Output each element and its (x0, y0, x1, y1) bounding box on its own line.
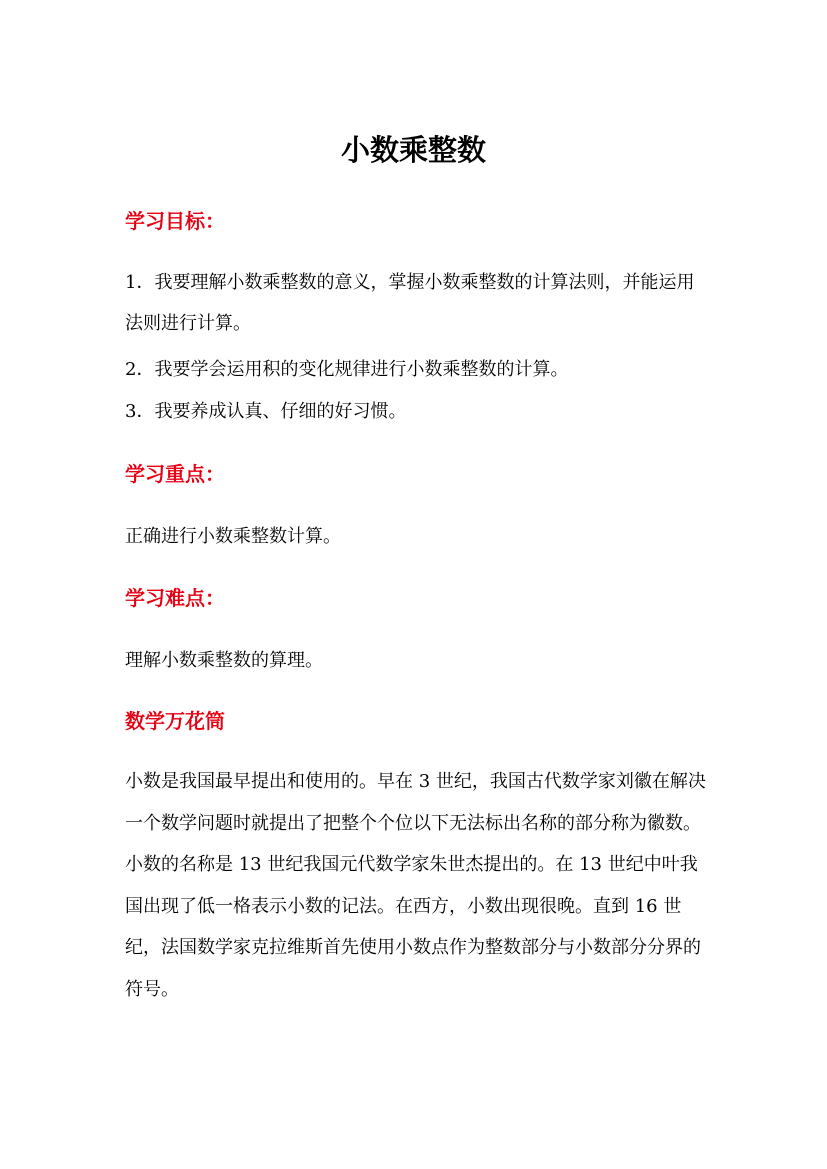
difficulty-heading: 学习难点： (125, 586, 225, 610)
page-title: 小数乘整数 (340, 133, 486, 167)
objective-item-2: 2．我要学会运用积的变化规律进行小数乘整数的计算。 (125, 359, 569, 380)
kaleidoscope-text: 小数是我国最早提出和使用的。早在 3 世纪，我国古代数学家刘徽在解决一个数学问题时就提出了把整个个位以下无法标出名称的部分称为徽数。小数的名称是 13 世纪我国元代数学家朱世杰提出的。在 13 世纪中叶我国出现了低一格表示小数的记法。在西方，小数出现很晚。直到 16 世纪，法国数学家克拉维斯首先使用小数点作为整数部分与小数部分分界的符号。 (125, 771, 706, 1000)
difficulty-text: 理解小数乘整数的算理。 (125, 650, 323, 671)
key-point-heading: 学习重点： (125, 462, 225, 486)
objective-item-1: 1．我要理解小数乘整数的意义，掌握小数乘整数的计算法则，并能运用法则进行计算。 (125, 272, 695, 334)
objectives-heading: 学习目标： (125, 209, 225, 233)
objective-item-3: 3．我要养成认真、仔细的好习惯。 (125, 401, 407, 422)
kaleidoscope-heading: 数学万花筒 (125, 709, 225, 733)
key-point-text: 正确进行小数乘整数计算。 (125, 526, 341, 547)
